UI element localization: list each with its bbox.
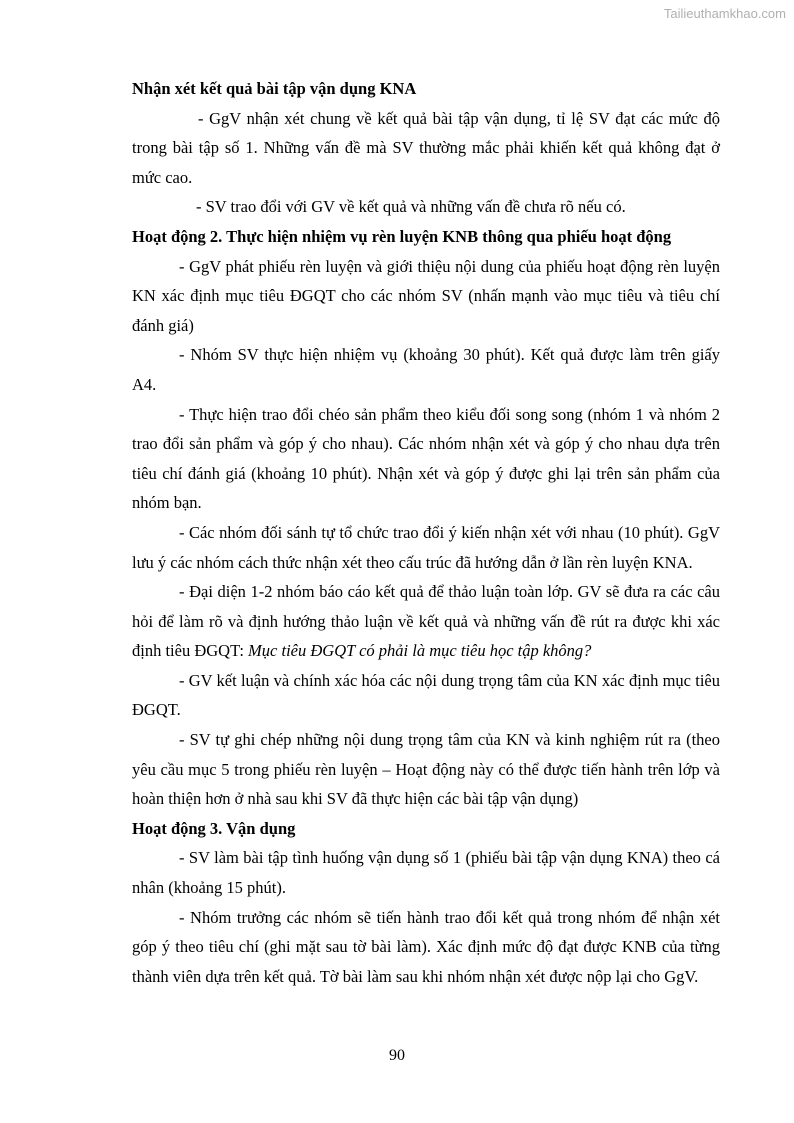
page-number: 90 bbox=[389, 1047, 405, 1064]
paragraph: - Thực hiện trao đổi chéo sản phẩm theo kiểu đối song song (nhóm 1 và nhóm 2 trao đổi sản phẩm và góp ý cho nhau). Các nhóm nhận xét và góp ý cho nhau dựa trên tiêu chí đánh giá (khoảng 10 phút). Nhận xét và góp ý được ghi lại trên sản phẩm của nhóm bạn. bbox=[132, 404, 720, 513]
paragraph: - GgV phát phiếu rèn luyện và giới thiệu nội dung của phiếu hoạt động rèn luyện KN xác định mục tiêu ĐGQT cho các nhóm SV (nhấn mạnh vào mục tiêu và tiêu chí đánh giá) bbox=[132, 256, 720, 335]
section-heading-activity-3: Hoạt động 3. Vận dụng bbox=[132, 818, 296, 838]
paragraph: - Các nhóm đối sánh tự tổ chức trao đổi ý kiến nhận xét với nhau (10 phút). GgV lưu ý các nhóm cách thức nhận xét theo cấu trúc đã hướng dẫn ở lần rèn luyện KNA. bbox=[132, 522, 720, 572]
watermark: Tailieuthamkhao.com bbox=[663, 6, 786, 21]
paragraph: - GgV nhận xét chung về kết quả bài tập vận dụng, tỉ lệ SV đạt các mức độ trong bài tập số 1. Những vấn đề mà SV thường mắc phải khiến kết quả không đạt ở mức cao. bbox=[132, 108, 720, 187]
paragraph: - Nhóm SV thực hiện nhiệm vụ (khoảng 30 phút). Kết quả được làm trên giấy A4. bbox=[132, 345, 720, 394]
paragraph: - SV làm bài tập tình huống vận dụng số 1 (phiếu bài tập vận dụng KNA) theo cá nhân (khoảng 15 phút). bbox=[132, 848, 720, 898]
paragraph-text: - Đại diện 1-2 nhóm báo cáo kết quả để thảo luận toàn lớp. GV sẽ đưa ra các câu hỏi để làm rõ và định hướng thảo luận về kết quả và những vấn đề rút ra được khi xác định tiêu ĐGQT: bbox=[132, 582, 720, 661]
paragraph: - GV kết luận và chính xác hóa các nội dung trọng tâm của KN xác định mục tiêu ĐGQT. bbox=[132, 670, 720, 720]
section-heading-activity-2: Hoạt động 2. Thực hiện nhiệm vụ rèn luyện KNB thông qua phiếu hoạt động bbox=[132, 226, 672, 246]
italic-question: Mục tiêu ĐGQT có phải là mục tiêu học tập không? bbox=[248, 641, 592, 661]
document-body bbox=[132, 74, 720, 991]
paragraph: - SV tự ghi chép những nội dung trọng tâm của KN và kinh nghiệm rút ra (theo yêu cầu mục 5 trong phiếu rèn luyện – Hoạt động này có thể được tiến hành trên lớp và hoàn thiện hơn ở nhà sau khi SV đã thực hiện các bài tập vận dụng) bbox=[132, 730, 720, 809]
paragraph: - SV trao đổi với GV về kết quả và những vấn đề chưa rõ nếu có. bbox=[196, 197, 626, 217]
paragraph: - Nhóm trưởng các nhóm sẽ tiến hành trao đổi kết quả trong nhóm để nhận xét góp ý theo tiêu chí (ghi mặt sau tờ bài làm). Xác định mức độ đạt được KNB của từng thành viên dựa trên kết quả. Tờ bài làm sau khi nhóm nhận xét được nộp lại cho GgV. bbox=[132, 907, 720, 986]
paragraph-with-question bbox=[132, 577, 720, 666]
section-heading-review: Nhận xét kết quả bài tập vận dụng KNA bbox=[132, 79, 417, 98]
